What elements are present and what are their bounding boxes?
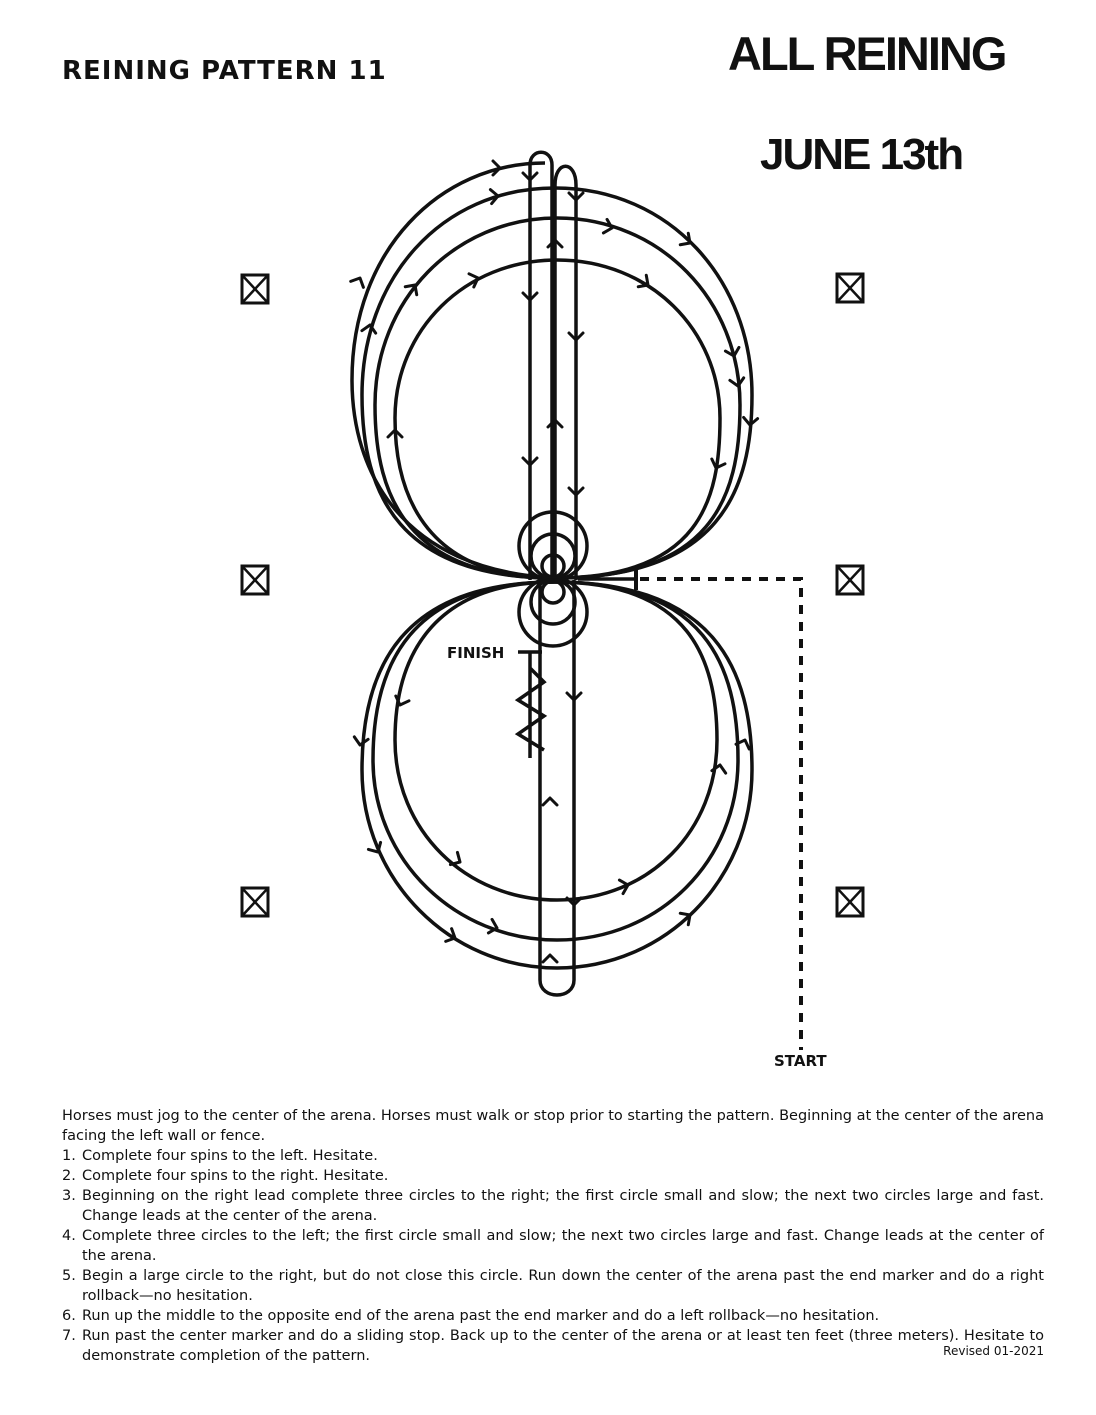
step-item xyxy=(62,1186,1044,1226)
start-label: START xyxy=(774,1052,827,1070)
step-item xyxy=(62,1266,1044,1306)
marker-box-icon xyxy=(242,566,268,594)
step-number: 6. xyxy=(62,1308,76,1324)
step-text: Complete three circles to the left; the first circle small and slow; the next two circles large and fast. Change leads at the center of the arena. xyxy=(82,1228,1044,1264)
event-date: JUNE 13th xyxy=(760,130,963,179)
top-circle-open xyxy=(352,163,555,578)
step-number: 4. xyxy=(62,1228,76,1244)
step-item xyxy=(62,1226,1044,1266)
step-text: Run past the center marker and do a sliding stop. Back up to the center of the arena or at least ten feet (three meters). Hesitate to demonstrate completion of the pattern. xyxy=(82,1328,1044,1364)
step-text: Beginning on the right lead complete three circles to the right; the first circle small and slow; the next two circles large and fast. Change leads at the center of the arena. xyxy=(82,1188,1044,1224)
instructions-steps xyxy=(62,1146,1044,1366)
start-path xyxy=(578,570,801,1050)
step-text: Complete four spins to the left. Hesitate. xyxy=(82,1148,378,1164)
top-circle-large xyxy=(375,218,740,578)
spin-circle xyxy=(519,578,587,646)
step-item xyxy=(62,1146,1044,1166)
bottom-circle-large xyxy=(373,582,738,940)
step-number: 5. xyxy=(62,1268,76,1284)
step-text: Begin a large circle to the right, but do not close this circle. Run down the center of the arena past the end marker and do a right rollback—no hesitation. xyxy=(82,1268,1044,1304)
marker-box-icon xyxy=(837,566,863,594)
step-number: 2. xyxy=(62,1168,76,1184)
spin-circle xyxy=(542,581,564,603)
finish-label: FINISH xyxy=(447,644,505,662)
pattern-title: REINING PATTERN 11 xyxy=(62,56,387,86)
step-item xyxy=(62,1166,1044,1186)
step-number: 1. xyxy=(62,1148,76,1164)
step-number: 7. xyxy=(62,1328,76,1344)
step-number: 3. xyxy=(62,1188,76,1204)
marker-box-icon xyxy=(242,275,268,303)
step-item xyxy=(62,1326,1044,1366)
marker-box-icon xyxy=(837,888,863,916)
revised-note: Revised 01-2021 xyxy=(943,1344,1044,1358)
top-circle-small xyxy=(395,260,720,578)
marker-box-icon xyxy=(837,274,863,302)
pattern-instructions xyxy=(62,1106,1044,1366)
step-item xyxy=(62,1306,1044,1326)
step-text: Run up the middle to the opposite end of the arena past the end marker and do a left rollback—no hesitation. xyxy=(82,1308,880,1324)
bottom-circle-small xyxy=(395,582,717,900)
step-text: Complete four spins to the right. Hesitate. xyxy=(82,1168,389,1184)
instructions-intro: Horses must jog to the center of the arena. Horses must walk or stop prior to starting the pattern. Beginning at the center of the arena facing the left wall or fence. xyxy=(62,1108,1044,1144)
marker-box-icon xyxy=(242,888,268,916)
event-title: ALL REINING xyxy=(728,27,1006,80)
